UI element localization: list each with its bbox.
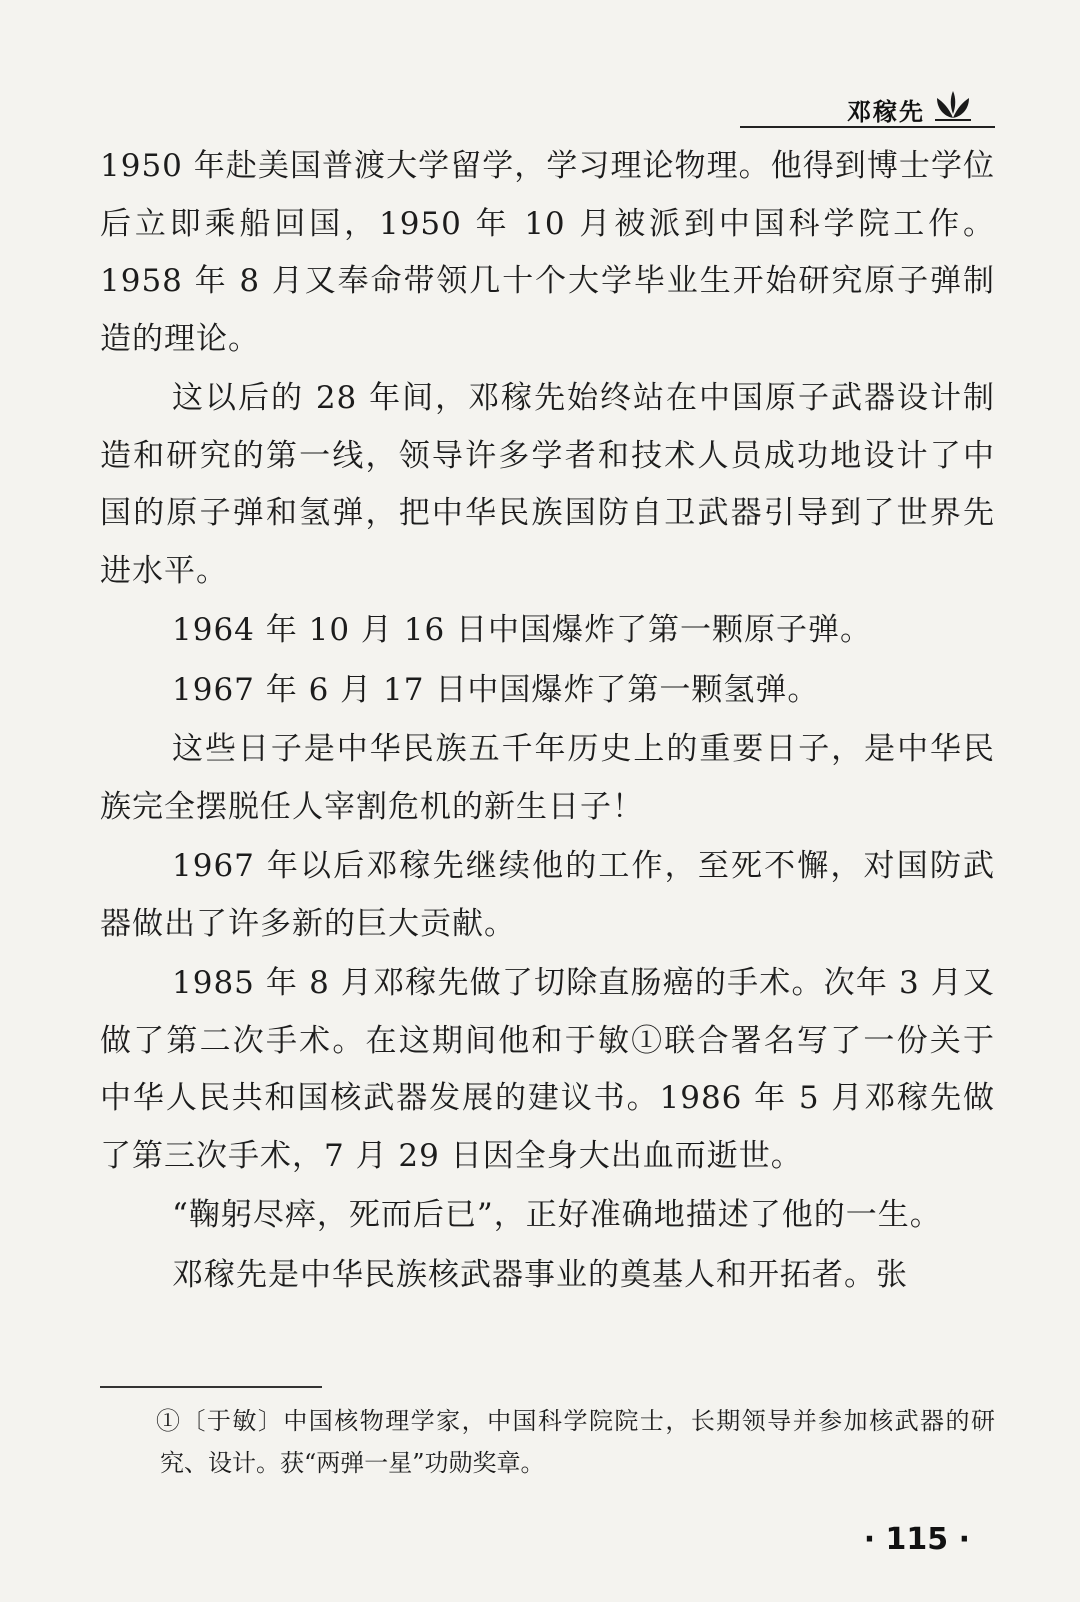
running-header [740, 88, 995, 130]
paragraph: “鞠躬尽瘁，死而后已”，正好准确地描述了他的一生。 [172, 1197, 942, 1233]
paragraph: 1967 年 6 月 17 日中国爆炸了第一颗氢弹。 [172, 671, 820, 708]
page-number: · 115 · [863, 1522, 970, 1557]
paragraph: 1964 年 10 月 16 日中国爆炸了第一颗原子弹。 [172, 612, 873, 648]
header-rule [740, 126, 995, 128]
leaf-hands-emblem-icon [931, 88, 975, 124]
footnote-mark: ① [156, 1407, 182, 1435]
header-title: 邓稼先 [847, 98, 925, 126]
footnote-text: 〔于敏〕中国核物理学家，中国科学院院士，长期领导并参加核武器的研究、设计。获“两弹一星”功勋奖章。 [160, 1407, 995, 1477]
paragraph: 这以后的 28 年间，邓稼先始终站在中国原子武器设计制造和研究的第一线，领导许多学者和技术人员成功地设计了中国的原子弹和氢弹，把中华民族国防自卫武器引导到了世界先进水平。 [100, 380, 995, 589]
footnote [156, 1400, 995, 1484]
paragraph: 邓稼先是中华民族核武器事业的奠基人和开拓者。张 [172, 1256, 908, 1293]
paragraph: 1985 年 8 月邓稼先做了切除直肠癌的手术。次年 3 月又做了第二次手术。在这期间他和于敏①联合署名写了一份关于中华人民共和国核武器发展的建议书。1986 年 5 月邓稼先做了第三次手术，7 月 29 日因全身大出血而逝世。 [100, 965, 995, 1174]
footnote-rule [100, 1386, 322, 1388]
paragraph: 1967 年以后邓稼先继续他的工作，至死不懈，对国防武器做出了许多新的巨大贡献。 [100, 848, 995, 942]
body-text [100, 138, 995, 1306]
paragraph: 这些日子是中华民族五千年历史上的重要日子，是中华民族完全摆脱任人宰割危机的新生日子！ [100, 731, 995, 825]
paragraph: 1950 年赴美国普渡大学留学，学习理论物理。他得到博士学位后立即乘船回国，1950 年 10 月被派到中国科学院工作。1958 年 8 月又奉命带领几十个大学毕业生开始研究原子弹制造的理论。 [100, 148, 995, 357]
